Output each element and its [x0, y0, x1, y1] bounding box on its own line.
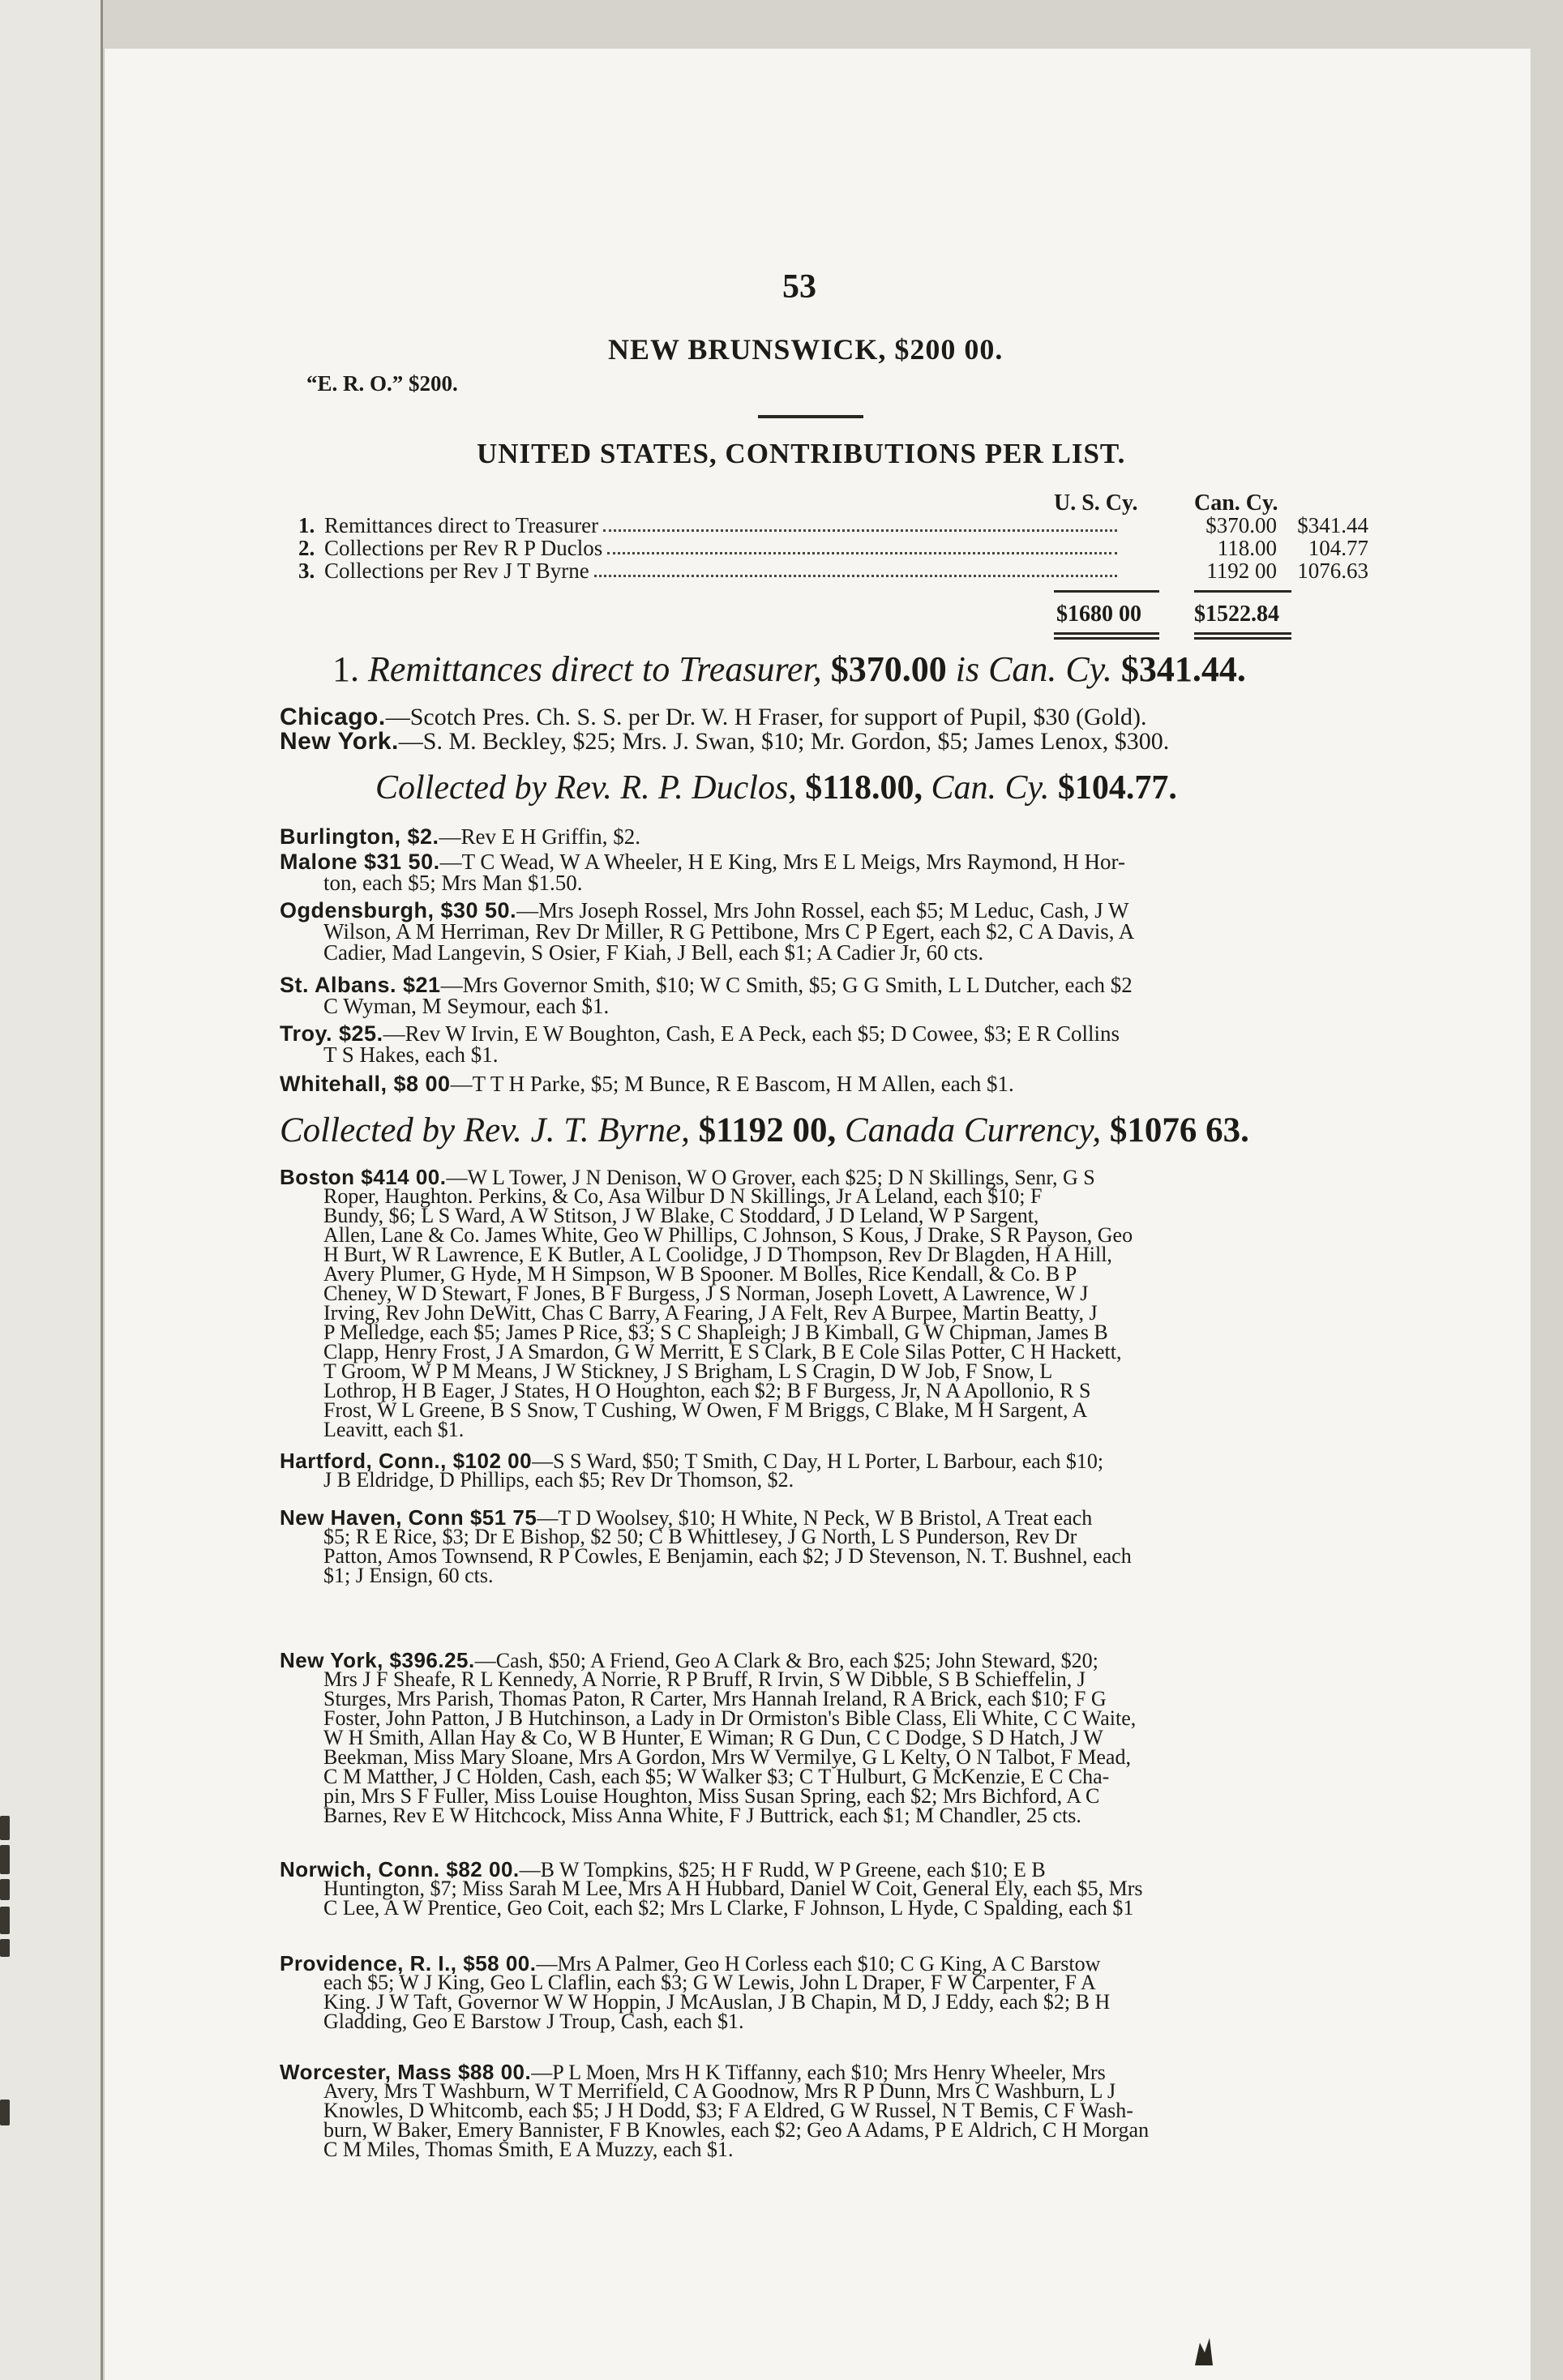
- row-can-amount: $341.44: [1297, 513, 1368, 537]
- col-header-us: U. S. Cy.: [1054, 490, 1138, 516]
- entry-line: P Melledge, each $5; James P Rice, $3; S C Shapleigh; J B Kimball, G W Chipman, James B: [323, 1321, 1108, 1344]
- entry-text: —Rev E H Griffin, $2.: [439, 824, 640, 849]
- row-label: Collections per Rev J T Byrne: [324, 559, 589, 583]
- edge-mark: [0, 1939, 10, 1957]
- entry-line: H Burt, W R Lawrence, E K Butler, A L Coolidge, J D Thompson, Rev Dr Blagden, H A Hill,: [323, 1243, 1112, 1266]
- entry-line: Clapp, Henry Frost, J A Smardon, G W Merritt, E S Clark, B E Cole Silas Potter, C H Hackett,: [323, 1340, 1122, 1363]
- row-us-amount: $370.00: [1205, 513, 1277, 537]
- entry-line: Knowles, D Whitcomb, each $5; J H Dodd, $3; F A Eldred, G W Russel, N T Bemis, C F Wash-: [323, 2099, 1133, 2122]
- sum-rule: [1054, 590, 1159, 593]
- entry-place: Boston $414 00.: [280, 1165, 447, 1189]
- entry-line: Gladding, Geo E Barstow J Troup, Cash, each $1.: [323, 2010, 744, 2033]
- adjacent-page-marks: [0, 0, 101, 2380]
- row-us-amount: 118.00: [1217, 536, 1277, 560]
- entry-place: New York.: [280, 728, 399, 755]
- leader-dots: [607, 536, 1117, 554]
- section-amount: $118.00,: [805, 769, 923, 807]
- entry-line: $5; R E Rice, $3; Dr E Bishop, $2 50; C B Whittlesey, J G North, L S Punderson, Rev Dr: [323, 1525, 1077, 1548]
- row-label: Remittances direct to Treasurer: [324, 513, 599, 537]
- entry-text: —Rev W Irvin, E W Boughton, Cash, E A Peck, each $5; D Cowee, $3; E R Collins: [383, 1021, 1120, 1046]
- entry-line: Roper, Haughton. Perkins, & Co, Asa Wilbur D N Skillings, Jr A Leland, each $10; F: [323, 1184, 1043, 1208]
- entry-place: New York, $396.25.: [280, 1648, 475, 1672]
- entry-line: King. J W Taft, Governor W W Hoppin, J McAuslan, J B Chapin, M D, J Eddy, each $2; B H: [323, 1990, 1111, 2014]
- entry-line: Foster, John Patton, J B Hutchinson, a Lady in Dr Ormiston's Bible Class, Eli White, C C Waite,: [323, 1706, 1137, 1730]
- entry-new-york: [280, 730, 1169, 754]
- summary-row: [298, 559, 1368, 584]
- sum-rule: [1194, 590, 1291, 593]
- entry-text: —S S Ward, $50; T Smith, C Day, H L Porter, L Barbour, each $10;: [532, 1449, 1104, 1473]
- entry-place: Norwich, Conn. $82 00.: [280, 1857, 520, 1881]
- entry-line: Allen, Lane & Co. James White, Geo W Phillips, C Johnson, S Kous, J Drake, S R Payson, Geo: [323, 1223, 1133, 1247]
- section-1-heading: [332, 649, 1246, 690]
- section-title: Collected by Rev. R. P. Duclos,: [375, 769, 797, 807]
- entry-text: —S. M. Beckley, $25; Mrs. J. Swan, $10; Mr. Gordon, $5; James Lenox, $300.: [398, 728, 1170, 755]
- entry-line: Lothrop, H B Eager, J States, H O Houghton, each $2; B F Burgess, Jr, N A Apollonio, R S: [323, 1379, 1091, 1402]
- entry-line: Leavitt, each $1.: [323, 1418, 465, 1441]
- entry-line: C M Matther, J C Holden, Cash, each $5; W Walker $3; C T Hulburt, G McKenzie, E C Cha-: [323, 1765, 1110, 1788]
- section-amount: $1192 00,: [698, 1111, 837, 1149]
- entry-line: Mrs J F Sheafe, R L Kennedy, A Norrie, R P Bruff, R Irvin, S W Dibble, S B Schieffelin, J: [323, 1667, 1086, 1691]
- entry-line: Wilson, A M Herriman, Rev Dr Miller, R G Pettibone, Mrs C P Egert, each $2, C A Davis, A: [323, 919, 1135, 944]
- entry-place: Burlington, $2.: [280, 824, 439, 849]
- section-can-label: Can. Cy.: [931, 769, 1050, 807]
- entry-line: Avery Plumer, G Hyde, M H Simpson, W B Spooner. M Bolles, Rice Kendall, & Co. B P: [323, 1262, 1077, 1286]
- entry-text: —W L Tower, J N Denison, W O Grover, each $25; D N Skillings, Senr, G S: [446, 1166, 1095, 1189]
- section-can-label: Canada Currency,: [844, 1111, 1102, 1149]
- row-can-amount: 1076.63: [1297, 559, 1368, 583]
- section-divider: [758, 415, 863, 418]
- entry-line: pin, Mrs S F Fuller, Miss Louise Houghton, Miss Susan Spring, each $2; Mrs Bichford, A C: [323, 1784, 1100, 1808]
- entry-text: —B W Tompkins, $25; H F Rudd, W P Greene, each $10; E B: [519, 1858, 1046, 1881]
- edge-mark: [0, 1816, 10, 1840]
- entry-text: —Mrs Governor Smith, $10; W C Smith, $5; G G Smith, L L Dutcher, each $2: [440, 973, 1133, 997]
- entry-place: Whitehall, $8 00: [280, 1072, 451, 1096]
- page-number: 53: [782, 268, 816, 306]
- entry-text: —T T H Parke, $5; M Bunce, R E Bascom, H M Allen, each $1.: [450, 1072, 1014, 1096]
- scan-blot: [1192, 2335, 1216, 2367]
- section-2-heading: [375, 768, 1177, 807]
- entry-line: W H Smith, Allan Hay & Co, W B Hunter, E Wiman; R G Dun, C C Dodge, S D Hatch, J W: [323, 1726, 1103, 1749]
- section-can-amount: $104.77.: [1057, 769, 1177, 807]
- sum-rule: [1054, 637, 1159, 640]
- sum-rule: [1194, 637, 1291, 640]
- entry-line: [280, 1072, 1014, 1096]
- entry-place: Providence, R. I., $58 00.: [280, 1951, 537, 1975]
- entry-line: Barnes, Rev E W Hitchcock, Miss Anna White, F J Buttrick, each $1; M Chandler, 25 cts.: [323, 1804, 1081, 1827]
- entry-text: —Cash, $50; A Friend, Geo A Clark & Bro, each $25; John Steward, $20;: [474, 1649, 1098, 1672]
- entry-place: Troy. $25.: [280, 1021, 383, 1046]
- section-amount: $370.00: [830, 649, 947, 689]
- entry-place: Ogdensburgh, $30 50.: [280, 898, 517, 922]
- section-can-amount: $341.44.: [1120, 649, 1246, 689]
- section-title: Collected by Rev. J. T. Byrne,: [280, 1111, 690, 1149]
- total-us: $1680 00: [1056, 601, 1141, 627]
- entry-line: Cheney, W D Stewart, F Jones, B F Burgess, J S Norman, Joseph Lovett, A Lawrence, W J: [323, 1282, 1089, 1305]
- row-can-amount: 104.77: [1308, 536, 1368, 560]
- entry-line: Huntington, $7; Miss Sarah M Lee, Mrs A H Hubbard, Daniel W Coit, General Ely, each $5, Mrs: [323, 1877, 1143, 1900]
- entry-place: St. Albans. $21: [280, 973, 441, 997]
- row-us-amount: 1192 00: [1206, 559, 1277, 583]
- entry-place: Chicago.: [280, 704, 386, 730]
- sum-rule: [1194, 632, 1291, 635]
- edge-mark: [0, 1845, 10, 1874]
- entry-line: Patton, Amos Townsend, R P Cowles, E Benjamin, each $2; J D Stevenson, N. T. Bushnel, each: [323, 1544, 1132, 1568]
- entry-text: —T C Wead, W A Wheeler, H E King, Mrs E L Meigs, Mrs Raymond, H Hor-: [439, 850, 1125, 874]
- entry-place: New Haven, Conn $51 75: [280, 1505, 537, 1530]
- section-can-label: Can. Cy.: [988, 649, 1112, 689]
- entry-place: Hartford, Conn., $102 00: [280, 1449, 533, 1473]
- row-number: 1.: [298, 513, 315, 537]
- entry-line: Sturges, Mrs Parish, Thomas Paton, R Carter, Mrs Hannah Ireland, R A Brick, each $10; F G: [323, 1687, 1107, 1710]
- entry-line: Beekman, Miss Mary Sloane, Mrs A Gordon, Mrs W Vermilye, G L Kelty, O N Talbot, F Mead,: [323, 1745, 1131, 1769]
- entry-line: $1; J Ensign, 60 cts.: [323, 1564, 494, 1587]
- entry-text: —T D Woolsey, $10; H White, N Peck, W B Bristol, A Treat each: [537, 1506, 1093, 1530]
- entry-line: T S Hakes, each $1.: [323, 1042, 499, 1067]
- entry-line: C Lee, A W Prentice, Geo Coit, each $2; Mrs L Clarke, F Johnson, L Hyde, C Spalding, each $1: [323, 1896, 1134, 1920]
- entry-line: Avery, Mrs T Washburn, W T Merrifield, C A Goodnow, Mrs R P Dunn, Mrs C Washburn, L J: [323, 2079, 1116, 2103]
- entry-line: burn, W Baker, Emery Bannister, F B Knowles, each $2; Geo A Adams, P E Aldrich, C H Morgan: [323, 2118, 1150, 2142]
- leader-dots: [594, 559, 1117, 577]
- section-3-heading: [280, 1111, 1249, 1150]
- entry-line: C Wyman, M Seymour, each $1.: [323, 994, 610, 1018]
- entry-place: Worcester, Mass $88 00.: [280, 2060, 532, 2084]
- entry-line: J B Eldridge, D Phillips, each $5; Rev Dr Thomson, $2.: [323, 1468, 794, 1492]
- entry-line: Cadier, Mad Langevin, S Osier, F Kiah, J Bell, each $1; A Cadier Jr, 60 cts.: [323, 940, 984, 965]
- summary-row: [298, 536, 1368, 561]
- col-header-can: Can. Cy.: [1194, 490, 1278, 516]
- section-title: Remittances direct to Treasurer,: [368, 649, 822, 689]
- row-label: Collections per Rev R P Duclos: [324, 536, 603, 560]
- entry-text: —Mrs A Palmer, Geo H Corless each $10; C G King, A C Barstow: [536, 1952, 1101, 1975]
- united-states-heading: UNITED STATES, CONTRIBUTIONS PER LIST.: [477, 438, 1126, 469]
- total-can: $1522.84: [1194, 601, 1279, 627]
- row-number: 3.: [298, 559, 315, 583]
- entry-line: ton, each $5; Mrs Man $1.50.: [323, 871, 583, 895]
- row-number: 2.: [298, 536, 315, 560]
- entry-text: —P L Moen, Mrs H K Tiffanny, each $10; Mrs Henry Wheeler, Mrs: [531, 2061, 1106, 2084]
- sum-rule: [1054, 632, 1159, 635]
- entry-line: [280, 824, 640, 849]
- edge-mark: [0, 1879, 10, 1900]
- entry-line: Irving, Rev John DeWitt, Chas C Barry, A Fearing, J A Felt, Rev A Burpee, Martin Beatty, J: [323, 1301, 1098, 1325]
- entry-text: —Scotch Pres. Ch. S. S. per Dr. W. H Fraser, for support of Pupil, $30 (Gold).: [385, 704, 1147, 730]
- entry-line: T Groom, W P M Means, J W Stickney, J S Brigham, L S Cragin, D W Job, F Snow, L: [323, 1359, 1053, 1383]
- new-brunswick-heading: NEW BRUNSWICK, $200 00.: [608, 333, 1004, 366]
- leader-dots: [603, 513, 1117, 532]
- entry-line: C M Miles, Thomas Smith, E A Muzzy, each $1.: [323, 2138, 734, 2161]
- edge-mark: [0, 2100, 10, 2125]
- entry-line: each $5; W J King, Geo L Claflin, each $3; G W Lewis, John L Draper, F W Carpenter, F A: [323, 1971, 1096, 1994]
- new-brunswick-entry: “E. R. O.” $200.: [306, 371, 458, 396]
- entry-place: Malone $31 50.: [280, 850, 440, 874]
- adjacent-page-edge: [0, 0, 103, 2380]
- section-can-amount: $1076 63.: [1109, 1111, 1249, 1149]
- section-number: 1.: [332, 649, 359, 689]
- entry-line: Bundy, $6; L S Ward, A W Stitson, J W Blake, C Stoddard, J D Leland, W P Sargent,: [323, 1204, 1039, 1227]
- section-is: is: [955, 649, 980, 689]
- entry-chicago: [280, 705, 1146, 730]
- entry-text: —Mrs Joseph Rossel, Mrs John Rossel, each $5; M Leduc, Cash, J W: [516, 898, 1129, 922]
- summary-row: [298, 513, 1368, 538]
- entry-line: Frost, W L Greene, B S Snow, T Cushing, W Owen, F M Briggs, C Blake, M H Sargent, A: [323, 1398, 1088, 1422]
- edge-mark: [0, 1907, 10, 1934]
